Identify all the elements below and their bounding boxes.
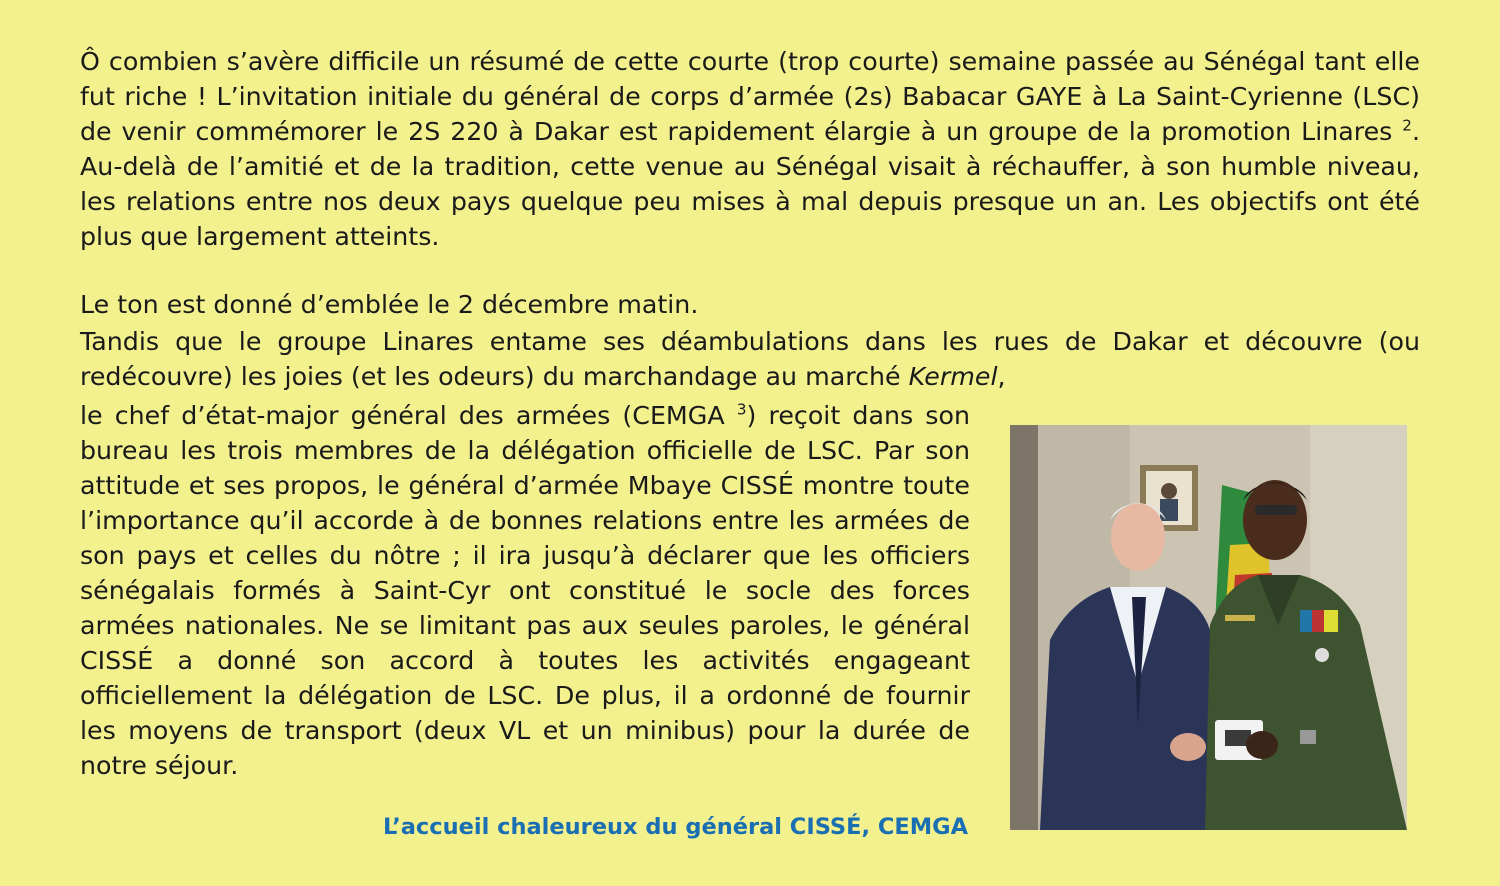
footnote-3[interactable]: 3	[736, 400, 747, 419]
cemga-paragraph	[80, 398, 970, 783]
cemga-text-end: ) reçoit dans son bureau les trois membres de la délégation officielle de LSC. Par son attitude et ses propos, le général d’armée Mbaye CISSÉ montre toute l’importance qu’il accorde à de bonnes relations entre les armées de son pays et celles du nôtre ; il ira jusqu’à déclarer que les officiers sénégalais formés à Saint-Cyr ont constitué le socle des forces armées nationales. Ne se limitant pas aux seules paroles, le général CISSÉ a donné son accord à toutes les activités engageant officiellement la délégation de LSC. De plus, il a ordonné de fournir les moyens de transport (deux VL et un minibus) pour la durée de notre séjour.	[80, 401, 970, 780]
linares-text-end: ,	[997, 362, 1006, 391]
cemga-text: le chef d’état-major général des armées (CEMGA	[80, 401, 737, 430]
linares-paragraph	[80, 324, 1420, 394]
intro-paragraph	[80, 44, 1420, 254]
intro-text: Ô combien s’avère difficile un résumé de cette courte (trop courte) semaine passée au Sénégal tant elle fut riche ! L’invitation initiale du général de corps d’armée (2s) Babacar GAYE à La Saint-Cyrienne (LSC) de venir commémorer le 2S 220 à Dakar est rapidement élargie à un groupe de la promotion Linares	[80, 47, 1420, 146]
market-name: Kermel	[908, 362, 998, 391]
tone-paragraph: Le ton est donné d’emblée le 2 décembre matin.	[80, 290, 699, 319]
footnote-2[interactable]: 2	[1402, 116, 1412, 135]
photo-caption: L’accueil chaleureux du général CISSÉ, CEMGA	[383, 814, 968, 840]
photo-generals-handshake	[1010, 425, 1407, 830]
linares-text: Tandis que le groupe Linares entame ses déambulations dans les rues de Dakar et découvre (ou redécouvre) les joies (et les odeurs) du marchandage au marché	[80, 327, 1420, 391]
intro-text-end: . Au-delà de l’amitié et de la tradition, cette venue au Sénégal visait à réchauffer, à son humble niveau, les relations entre nos deux pays quelque peu mises à mal depuis presque un an. Les objectifs ont été plus que largement atteints.	[80, 117, 1420, 251]
